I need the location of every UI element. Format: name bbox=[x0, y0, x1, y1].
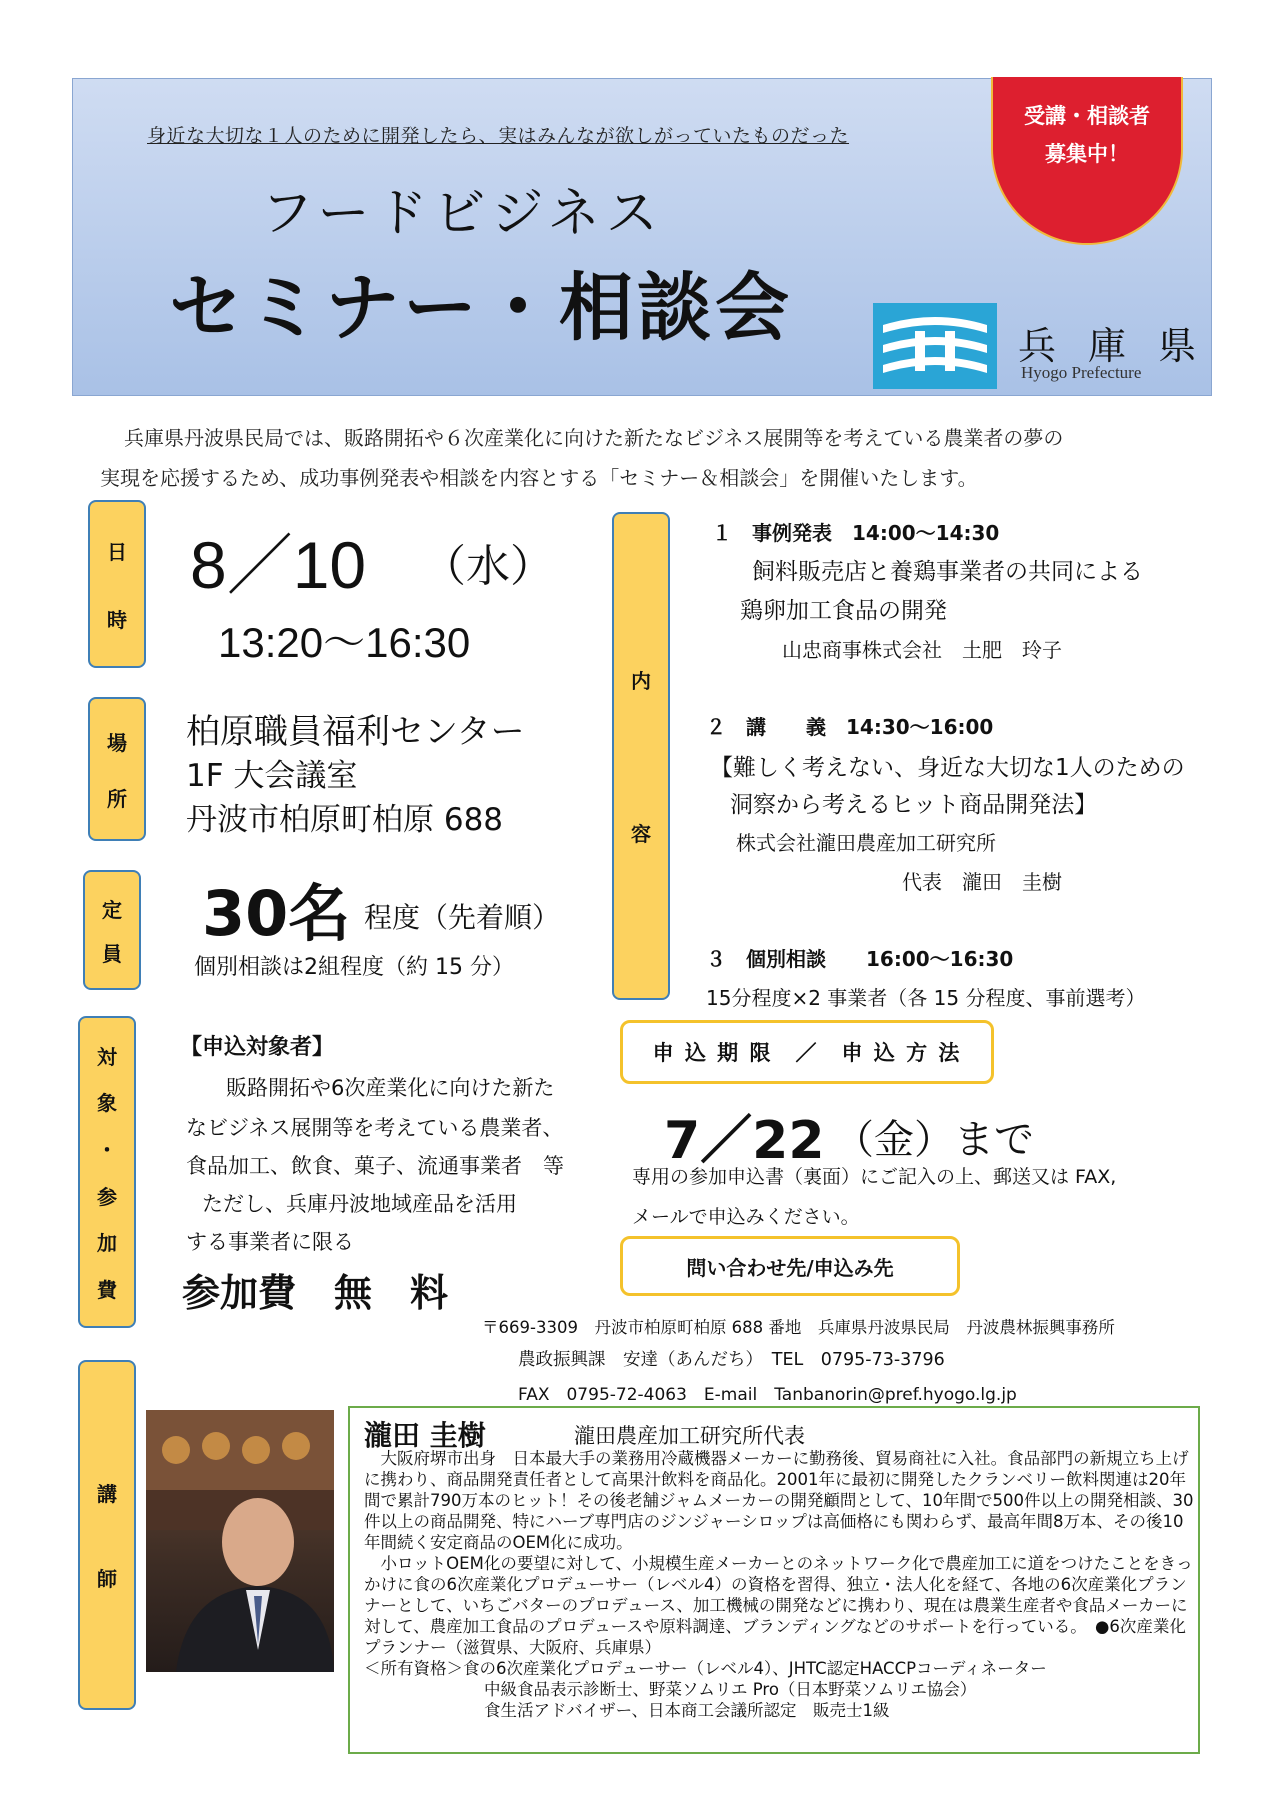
deadline-line2: メールで申込みください。 bbox=[632, 1206, 860, 1228]
content-item2-line1: 【難しく考えない、身近な大切な1人のための bbox=[710, 755, 1185, 781]
lecturer-bio-1: 大阪府堺市出身 日本最大手の業務用冷蔵機器メーカーに勤務後、貿易商社に入社。食品部門の新規立ち上げに携わり、商品開発責任者として高果汁飲料を商品化。2001年に最初に開発したクランベリー飲料関連は20年間で累計790万本のヒット！その後老舗ジャムメーカーの開発顧問として、10年間で500件以上の開発相談、30件以上の商品開発、特にハーブ専門店のジンジャーシロップは高価格にも関わらず、最高年間8万本、その後10年間続く安定商品のOEM化に成功。 bbox=[364, 1449, 1194, 1552]
intro-text bbox=[100, 418, 1200, 498]
recruit-badge bbox=[991, 77, 1183, 245]
deadline-line1: 専用の参加申込書（裏面）にご記入の上、郵送又は FAX, bbox=[632, 1166, 1117, 1188]
target-line-4: ただし、兵庫丹波地域産品を活用 bbox=[202, 1192, 517, 1216]
content-item1-line2: 鶏卵加工食品の開発 bbox=[740, 598, 947, 624]
lecturer-qual-1: ＜所有資格＞食の6次産業化プロデューサー（レベル4）、JHTC認定HACCPコーディネーター bbox=[364, 1659, 1047, 1678]
deadline-date: 7／22 bbox=[664, 1111, 825, 1171]
label-datetime: 日 時 bbox=[88, 500, 146, 668]
contact-address: 〒669-3309 丹波市柏原町柏原 688 番地 兵庫県丹波県民局 丹波農林振興事務所 bbox=[482, 1318, 1115, 1337]
target-line-2: なビジネス展開等を考えている農業者、 bbox=[186, 1116, 564, 1140]
lecturer-title: 瀧田農産加工研究所代表 bbox=[574, 1424, 805, 1448]
hero-subtitle: フードビジネス bbox=[261, 184, 664, 244]
content-item2-speaker: 代表 瀧田 圭樹 bbox=[902, 870, 1062, 894]
lecturer-bio bbox=[364, 1448, 1194, 1721]
lecturer-qual-3: 食生活アドバイザー、日本商工会議所認定 販売士1級 bbox=[484, 1701, 890, 1720]
content-item2-org: 株式会社瀧田農産加工研究所 bbox=[736, 831, 996, 855]
target-line-5: する事業者に限る bbox=[186, 1230, 354, 1254]
fee-text: 参加費 無 料 bbox=[182, 1271, 449, 1315]
lecturer-photo bbox=[146, 1410, 334, 1672]
venue-name: 柏原職員福利センター bbox=[186, 712, 525, 752]
page-title: セミナー・相談会 bbox=[169, 265, 793, 351]
content-item3-line1: 15分程度×2 事業者（各 15 分程度、事前選考） bbox=[706, 986, 1146, 1010]
lecturer-bio-2: 小ロットOEM化の要望に対して、小規模生産メーカーとのネットワーク化で農産加工に道をつけたことをきっかけに食の6次産業化プロデューサー（レベル4）の資格を習得、独立・法人化を経て、各地の6次産業化プランナーとして、いちごバターのプロデュース、加工機械の開発などに携わり、現在は農業生産者や食品メーカーに対して、農産加工食品のプロデュースや原料調達、ブランディングなどのサポートを行っている。 ●6次産業化プランナー（滋賀県、大阪府、兵庫県） bbox=[364, 1554, 1193, 1657]
deadline-weekday: （金）まで bbox=[834, 1117, 1034, 1163]
event-time: 13:20〜16:30 bbox=[218, 619, 471, 666]
intro-line-1: 兵庫県丹波県民局では、販路開拓や６次産業化に向けた新たなビジネス展開等を考えている農業者の夢の bbox=[124, 426, 1064, 450]
prefecture-name-en: Hyogo Prefecture bbox=[1021, 363, 1142, 382]
intro-line-2: 実現を応援するため、成功事例発表や相談を内容とする「セミナー＆相談会」を開催いたします。 bbox=[100, 466, 978, 490]
content-item1-title: １ 事例発表 14:00〜14:30 bbox=[712, 521, 1000, 545]
venue-room: 1F 大会議室 bbox=[186, 758, 358, 794]
content-item1-speaker: 山忠商事株式会社 土肥 玲子 bbox=[782, 638, 1062, 662]
contact-tel: 農政振興課 安達（あんだち） TEL 0795-73-3796 bbox=[518, 1350, 945, 1370]
content-item1-line1: 飼料販売店と養鶏事業者の共同による bbox=[752, 559, 1143, 585]
event-date: 8／10 bbox=[190, 528, 367, 602]
lecturer-qual-2: 中級食品表示診断士、野菜ソムリエ Pro（日本野菜ソムリエ協会） bbox=[484, 1680, 977, 1699]
target-heading: 【申込対象者】 bbox=[180, 1035, 335, 1060]
label-content: 内 容 bbox=[612, 512, 670, 1000]
event-weekday: （水） bbox=[422, 541, 554, 592]
hero-tagline: 身近な大切な１人のために開発したら、実はみんなが欲しがっていたものだった bbox=[147, 125, 850, 147]
deadline-method-box: 申 込 期 限 ／ 申 込 方 法 bbox=[620, 1020, 994, 1084]
venue-address: 丹波市柏原町柏原 688 bbox=[186, 802, 504, 838]
lecturer-name: 瀧田 圭樹 bbox=[364, 1419, 486, 1452]
recruit-badge-line1: 受講・相談者 bbox=[1024, 104, 1150, 128]
content-item2-title: ２ 講 義 14:30〜16:00 bbox=[706, 715, 994, 739]
recruit-badge-line2: 募集中！ bbox=[1045, 142, 1129, 166]
content-item3-title: ３ 個別相談 16:00〜16:30 bbox=[706, 947, 1014, 971]
contact-box: 問い合わせ先/申込み先 bbox=[620, 1236, 960, 1296]
label-target-fee: 対 象 ・ 参 加 費 bbox=[78, 1016, 136, 1328]
capacity-suffix: 程度（先着順） bbox=[364, 901, 561, 934]
contact-fax-email: FAX 0795-72-4063 E-mail Tanbanorin@pref.hyogo.lg.jp bbox=[518, 1385, 1017, 1405]
hero-banner bbox=[72, 78, 1212, 396]
prefecture-name: 兵 庫 県 bbox=[1018, 324, 1207, 368]
label-place: 場 所 bbox=[88, 697, 146, 841]
target-line-1: 販路開拓や6次産業化に向けた新た bbox=[226, 1076, 555, 1100]
capacity-number: 30名 bbox=[202, 877, 351, 950]
label-capacity: 定 員 bbox=[83, 870, 141, 990]
capacity-note: 個別相談は2組程度（約 15 分） bbox=[194, 955, 514, 980]
label-lecturer: 講 師 bbox=[78, 1360, 136, 1710]
target-line-3: 食品加工、飲食、菓子、流通事業者 等 bbox=[186, 1154, 564, 1178]
hyogo-prefecture-logo bbox=[873, 303, 997, 389]
content-item2-line2: 洞察から考えるヒット商品開発法】 bbox=[730, 792, 1098, 818]
